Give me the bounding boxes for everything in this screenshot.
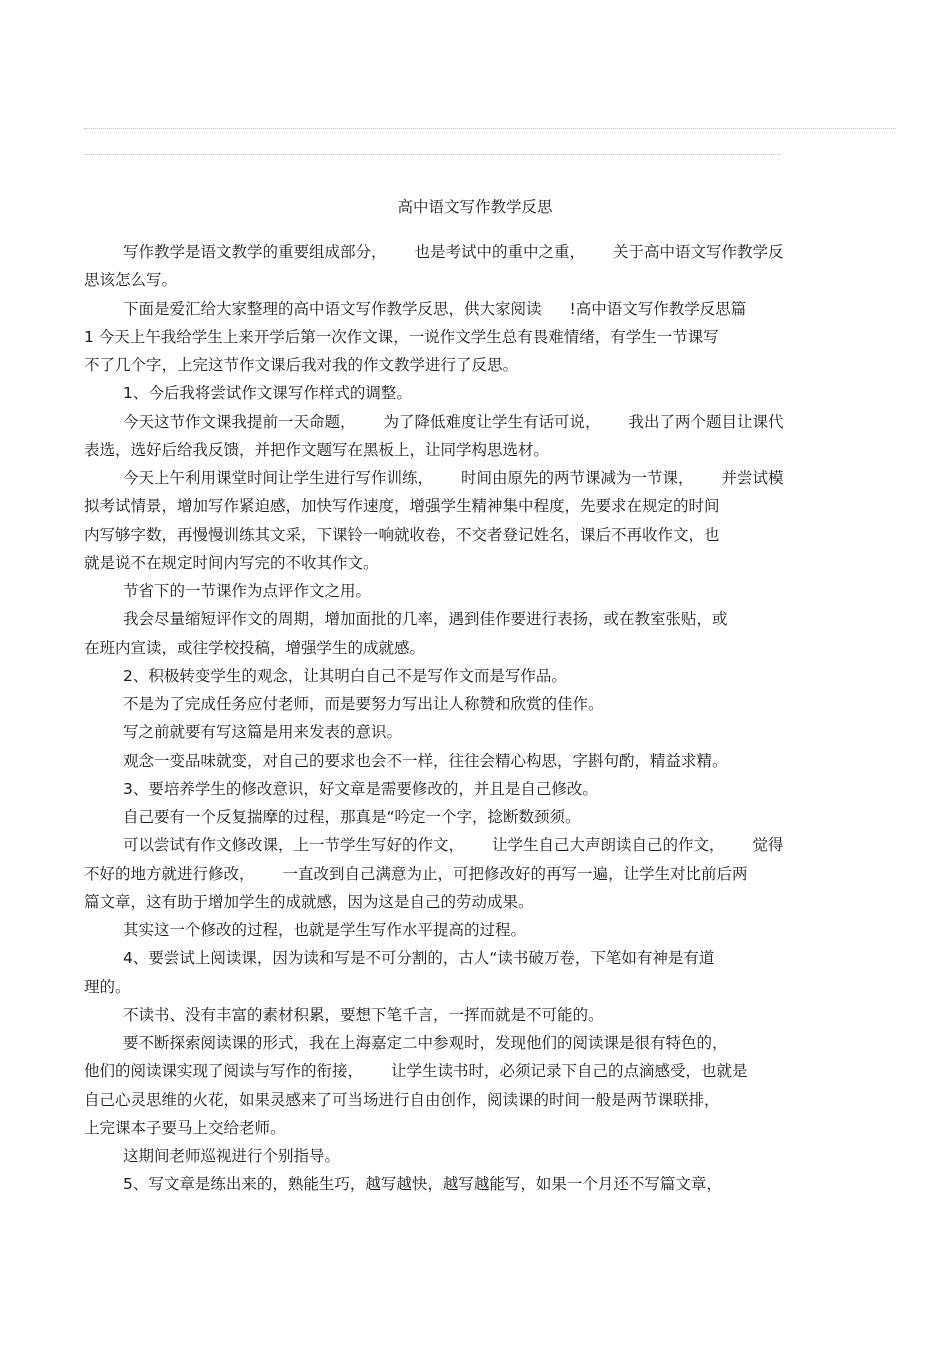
text-line xyxy=(84,408,884,436)
text-segment: 今天这节作文课我提前一天命题， xyxy=(123,412,356,431)
text-segment: 其实这一个修改的过程，也就是学生写作水平提高的过程。 xyxy=(123,921,527,939)
text-line xyxy=(84,718,884,746)
text-segment: 在班内宣读，或往学校投稿，增强学生的成就感。 xyxy=(84,638,426,657)
text-line xyxy=(84,690,884,718)
text-segment: 这期间老师巡视进行个别指导。 xyxy=(123,1147,341,1165)
text-line xyxy=(84,662,884,690)
text-segment: 让学生读书时，必须记录下自己的点滴感受，也就是 xyxy=(391,1062,748,1081)
text-line xyxy=(84,973,884,1001)
text-line xyxy=(84,1142,884,1170)
text-segment: 也是考试中的重中之重， xyxy=(414,243,586,261)
text-line xyxy=(84,916,884,944)
text-segment: 节省下的一节课作为点评作文之用。 xyxy=(123,582,372,600)
text-line xyxy=(84,944,884,972)
text-segment: 关于高中语文写作教学反 xyxy=(613,243,784,261)
text-segment: 上完课本子要马上交给老师。 xyxy=(84,1118,286,1137)
text-segment: 我出了两个题目让课代 xyxy=(628,412,784,431)
text-segment: !高中语文写作教学反思篇 xyxy=(569,299,747,318)
text-segment: 内写够字数，再慢慢训练其文采，下课铃一响就收卷，不交者登记姓名，课后不再收作文，也 xyxy=(84,525,720,544)
text-line xyxy=(84,436,884,464)
text-line xyxy=(84,1170,884,1198)
text-segment: 自己要有一个反复揣摩的过程，那真是“吟定一个字，捻断数颈须。 xyxy=(123,808,581,826)
text-line xyxy=(84,1001,884,1029)
text-segment: 3、要培养学生的修改意识，好文章是需要修改的，并且是自己修改。 xyxy=(123,779,598,798)
text-segment: 写之前就要有写这篇是用来发表的意识。 xyxy=(123,723,403,742)
text-segment: 1、今后我将尝试作文课写作样式的调整。 xyxy=(123,384,412,403)
text-line xyxy=(84,577,884,605)
text-line xyxy=(84,775,884,803)
text-line xyxy=(84,1114,884,1142)
text-line xyxy=(84,549,884,577)
text-line xyxy=(84,521,884,549)
text-segment: 拟考试情景，增加写作紧迫感，加快写作速度，增强学生精神集中程度，先要求在规定的时间 xyxy=(84,497,720,516)
header-dotted-rule xyxy=(84,154,780,155)
text-line xyxy=(84,295,884,323)
text-segment: 并尝试模 xyxy=(721,469,784,487)
text-segment: 1 今天上午我给学生上来开学后第一次作文课，一说作文学生总有畏难情绪，有学生一节课写 xyxy=(84,327,719,346)
text-line xyxy=(84,860,884,888)
text-line xyxy=(84,634,884,662)
text-segment: 不读书、没有丰富的素材积累，要想下笔千言，一挥而就是不可能的。 xyxy=(123,1005,604,1024)
text-line xyxy=(84,464,884,492)
text-line xyxy=(84,351,884,379)
text-line xyxy=(84,747,884,775)
text-line xyxy=(84,1086,884,1114)
text-segment: 时间由原先的两节课减为一节课， xyxy=(461,469,694,487)
text-segment: 4、要尝试上阅读课，因为读和写是不可分割的，古人“读书破万卷，下笔如有神是有道 xyxy=(123,949,715,968)
text-segment: 不好的地方就进行修改， xyxy=(84,864,255,883)
text-segment: 2、积极转变学生的观念，让其明白自己不是写作文而是写作品。 xyxy=(123,666,567,685)
text-line xyxy=(84,888,884,916)
text-segment: 我会尽量缩短评作文的周期，增加面批的几率，遇到佳作要进行表扬，或在教室张贴，或 xyxy=(123,610,728,629)
text-line xyxy=(84,323,884,351)
text-segment: 下面是爱汇给大家整理的高中语文写作教学反思，供大家阅读 xyxy=(123,299,542,318)
text-segment: 思该怎么写。 xyxy=(84,271,178,290)
text-segment: 不了几个字，上完这节作文课后我对我的作文教学进行了反思。 xyxy=(84,356,519,374)
document-title: 高中语文写作教学反思 xyxy=(397,198,553,216)
text-segment: 理的。 xyxy=(84,977,131,996)
text-segment: 5、写文章是练出来的，熟能生巧，越写越快，越写越能写，如果一个月还不写篇文章， xyxy=(123,1175,722,1194)
text-line xyxy=(84,831,884,859)
text-segment: 一直改到自己满意为止，可把修改好的再写一遍，让学生对比前后两 xyxy=(282,864,748,883)
text-segment: 观念一变品味就变，对自己的要求也会不一样，往往会精心构思，字斟句酌，精益求精。 xyxy=(123,751,728,770)
text-line xyxy=(84,379,884,407)
text-segment: 让学生自己大声朗读自己的作文， xyxy=(492,836,725,855)
text-segment: 就是说不在规定时间内写完的不收其作文。 xyxy=(84,553,379,572)
text-segment: 为了降低难度让学生有话可说， xyxy=(383,412,601,431)
text-line xyxy=(84,1057,884,1085)
text-line xyxy=(84,492,884,520)
header-dotted-rule xyxy=(84,128,896,129)
text-segment: 不是为了完成任务应付老师，而是要努力写出让人称赞和欣赏的佳作。 xyxy=(123,695,604,713)
text-line xyxy=(84,238,884,266)
text-segment: 他们的阅读课实现了阅读与写作的衔接， xyxy=(84,1062,364,1081)
text-segment: 可以尝试有作文修改课，上一节学生写好的作文， xyxy=(123,836,465,855)
text-segment: 自己心灵思维的火花，如果灵感来了可当场进行自由创作，阅读课的时间一般是两节课联排， xyxy=(84,1090,720,1109)
text-line xyxy=(84,803,884,831)
text-segment: 篇文章，这有助于增加学生的成就感，因为这是自己的劳动成果。 xyxy=(84,892,534,911)
text-line xyxy=(84,605,884,633)
text-segment: 觉得 xyxy=(752,836,784,855)
text-segment: 写作教学是语文教学的重要组成部分， xyxy=(123,243,387,261)
text-line xyxy=(84,266,884,294)
text-segment: 要不断探索阅读课的形式，我在上海嘉定二中参观时，发现他们的阅读课是很有特色的， xyxy=(123,1034,728,1052)
text-segment: 今天上午利用课堂时间让学生进行写作训练， xyxy=(123,469,434,487)
document-body xyxy=(84,238,884,1199)
text-segment: 表选，选好后给我反馈，并把作文题写在黑板上，让同学构思选材。 xyxy=(84,440,550,459)
text-line xyxy=(84,1029,884,1057)
